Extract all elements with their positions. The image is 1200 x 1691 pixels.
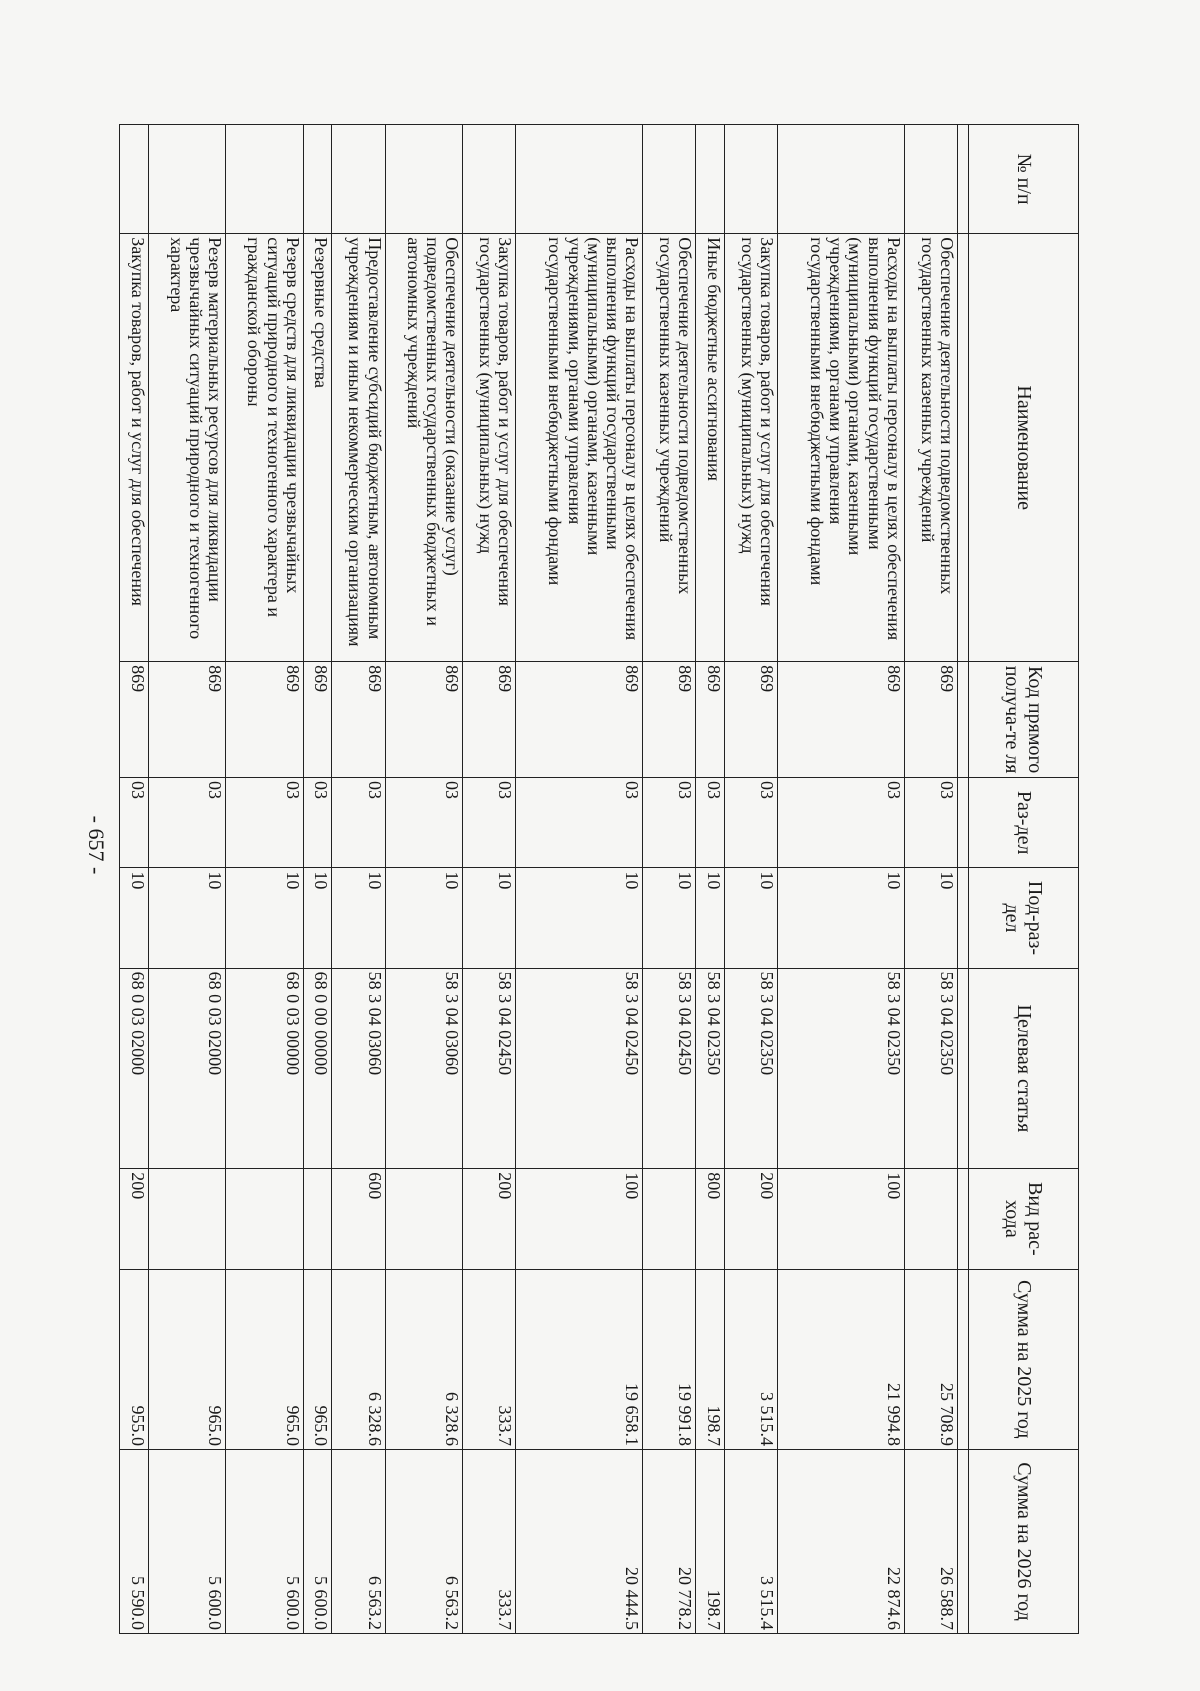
cell-name: Резерв средств для ликвидации чрезвычайных ситуаций природного и техногенного характера и гражданской обороны bbox=[226, 234, 304, 662]
cell-recipient-code: 869 bbox=[696, 662, 724, 778]
cell-expense-type bbox=[643, 1169, 696, 1269]
cell-sum-2026: 6 563.2 bbox=[332, 1450, 385, 1634]
table-row bbox=[226, 125, 304, 1634]
cell-sum-2025: 965.0 bbox=[148, 1269, 226, 1450]
spacer-cell bbox=[958, 234, 969, 662]
header-sum-2025: Сумма на 2025 год bbox=[969, 1269, 1079, 1450]
cell-subsection: 10 bbox=[385, 868, 463, 968]
cell-expense-type: 600 bbox=[332, 1169, 385, 1269]
cell-target-article: 68 0 03 00000 bbox=[226, 968, 304, 1169]
table-header-row bbox=[969, 125, 1079, 1634]
cell-target-article: 58 3 04 02350 bbox=[696, 968, 724, 1169]
cell-target-article: 58 3 04 02350 bbox=[777, 968, 904, 1169]
cell-sum-2025: 6 328.6 bbox=[332, 1269, 385, 1450]
cell-subsection: 10 bbox=[777, 868, 904, 968]
cell-sum-2026: 20 444.5 bbox=[516, 1450, 643, 1634]
cell-num bbox=[385, 125, 463, 234]
cell-section: 03 bbox=[332, 778, 385, 868]
cell-section: 03 bbox=[120, 778, 149, 868]
cell-expense-type bbox=[904, 1169, 957, 1269]
header-section: Раз-дел bbox=[969, 778, 1079, 868]
table-row bbox=[643, 125, 696, 1634]
cell-num bbox=[724, 125, 777, 234]
cell-expense-type: 800 bbox=[696, 1169, 724, 1269]
cell-name: Резерв материальных ресурсов для ликвидации чрезвычайных ситуаций природного и техногенного характера bbox=[148, 234, 226, 662]
table-spacer-row bbox=[958, 125, 969, 1634]
table-row bbox=[303, 125, 331, 1634]
cell-target-article: 58 3 04 02450 bbox=[643, 968, 696, 1169]
header-num: № п/п bbox=[969, 125, 1079, 234]
table-row bbox=[904, 125, 957, 1634]
cell-subsection: 10 bbox=[463, 868, 516, 968]
cell-sum-2025: 955.0 bbox=[120, 1269, 149, 1450]
cell-expense-type bbox=[303, 1169, 331, 1269]
cell-sum-2026: 5 590.0 bbox=[120, 1450, 149, 1634]
cell-expense-type: 200 bbox=[463, 1169, 516, 1269]
table-row bbox=[120, 125, 149, 1634]
cell-section: 03 bbox=[148, 778, 226, 868]
spacer-cell bbox=[958, 778, 969, 868]
cell-name: Закупка товаров, работ и услуг для обеспечения государственных (муниципальных) нужд bbox=[463, 234, 516, 662]
cell-sum-2026: 5 600.0 bbox=[148, 1450, 226, 1634]
cell-sum-2026: 5 600.0 bbox=[303, 1450, 331, 1634]
cell-num bbox=[777, 125, 904, 234]
table-row bbox=[724, 125, 777, 1634]
cell-num bbox=[643, 125, 696, 234]
table-row bbox=[148, 125, 226, 1634]
header-sum-2026: Сумма на 2026 год bbox=[969, 1450, 1079, 1634]
cell-sum-2026: 26 588.7 bbox=[904, 1450, 957, 1634]
cell-name: Расходы на выплаты персоналу в целях обеспечения выполнения функций государственными (муниципальными) органами, казенными учреждениями, органами управления государственными внебюджетными фондами bbox=[516, 234, 643, 662]
spacer-cell bbox=[958, 662, 969, 778]
cell-name: Резервные средства bbox=[303, 234, 331, 662]
cell-sum-2025: 333.7 bbox=[463, 1269, 516, 1450]
header-target-article: Целевая статья bbox=[969, 968, 1079, 1169]
cell-target-article: 68 0 00 00000 bbox=[303, 968, 331, 1169]
cell-name: Обеспечение деятельности (оказание услуг) подведомственных государственных бюджетных и автономных учреждений bbox=[385, 234, 463, 662]
cell-target-article: 58 3 04 03060 bbox=[385, 968, 463, 1169]
cell-num bbox=[120, 125, 149, 234]
cell-recipient-code: 869 bbox=[303, 662, 331, 778]
spacer-cell bbox=[958, 1269, 969, 1450]
cell-recipient-code: 869 bbox=[904, 662, 957, 778]
cell-num bbox=[463, 125, 516, 234]
cell-name: Закупка товаров, работ и услуг для обеспечения государственных (муниципальных) нужд bbox=[724, 234, 777, 662]
cell-subsection: 10 bbox=[904, 868, 957, 968]
cell-target-article: 58 3 04 03060 bbox=[332, 968, 385, 1169]
table-row bbox=[385, 125, 463, 1634]
spacer-cell bbox=[958, 125, 969, 234]
cell-section: 03 bbox=[724, 778, 777, 868]
cell-subsection: 10 bbox=[724, 868, 777, 968]
cell-num bbox=[516, 125, 643, 234]
cell-recipient-code: 869 bbox=[463, 662, 516, 778]
table-row bbox=[332, 125, 385, 1634]
header-name: Наименование bbox=[969, 234, 1079, 662]
cell-sum-2025: 198.7 bbox=[696, 1269, 724, 1450]
cell-target-article: 58 3 04 02350 bbox=[904, 968, 957, 1169]
table-row bbox=[696, 125, 724, 1634]
cell-section: 03 bbox=[385, 778, 463, 868]
cell-section: 03 bbox=[696, 778, 724, 868]
cell-sum-2025: 965.0 bbox=[303, 1269, 331, 1450]
cell-expense-type bbox=[226, 1169, 304, 1269]
cell-name: Предоставление субсидий бюджетным, автономным учреждениям и иным некоммерческим организациям bbox=[332, 234, 385, 662]
cell-name: Расходы на выплаты персоналу в целях обеспечения выполнения функций государственными (муниципальными) органами, казенными учреждениями, органами управления государственными внебюджетными фондами bbox=[777, 234, 904, 662]
cell-sum-2025: 3 515.4 bbox=[724, 1269, 777, 1450]
table-row bbox=[463, 125, 516, 1634]
cell-section: 03 bbox=[904, 778, 957, 868]
cell-expense-type: 200 bbox=[724, 1169, 777, 1269]
cell-sum-2026: 20 778.2 bbox=[643, 1450, 696, 1634]
cell-num bbox=[303, 125, 331, 234]
cell-sum-2025: 25 708.9 bbox=[904, 1269, 957, 1450]
cell-sum-2026: 5 600.0 bbox=[226, 1450, 304, 1634]
header-expense-type: Вид рас-хода bbox=[969, 1169, 1079, 1269]
cell-name: Обеспечение деятельности подведомственных государственных казенных учреждений bbox=[904, 234, 957, 662]
cell-section: 03 bbox=[777, 778, 904, 868]
cell-section: 03 bbox=[516, 778, 643, 868]
cell-num bbox=[148, 125, 226, 234]
cell-subsection: 10 bbox=[332, 868, 385, 968]
cell-sum-2026: 3 515.4 bbox=[724, 1450, 777, 1634]
cell-sum-2025: 965.0 bbox=[226, 1269, 304, 1450]
cell-subsection: 10 bbox=[303, 868, 331, 968]
spacer-cell bbox=[958, 1169, 969, 1269]
cell-subsection: 10 bbox=[148, 868, 226, 968]
cell-recipient-code: 869 bbox=[120, 662, 149, 778]
cell-sum-2026: 6 563.2 bbox=[385, 1450, 463, 1634]
cell-recipient-code: 869 bbox=[226, 662, 304, 778]
cell-num bbox=[696, 125, 724, 234]
cell-target-article: 58 3 04 02450 bbox=[463, 968, 516, 1169]
spacer-cell bbox=[958, 868, 969, 968]
cell-sum-2026: 198.7 bbox=[696, 1450, 724, 1634]
cell-sum-2025: 19 991.8 bbox=[643, 1269, 696, 1450]
cell-recipient-code: 869 bbox=[516, 662, 643, 778]
table-row bbox=[516, 125, 643, 1634]
cell-recipient-code: 869 bbox=[777, 662, 904, 778]
cell-subsection: 10 bbox=[696, 868, 724, 968]
cell-target-article: 68 0 03 02000 bbox=[120, 968, 149, 1169]
cell-num bbox=[226, 125, 304, 234]
cell-sum-2026: 22 874.6 bbox=[777, 1450, 904, 1634]
cell-name: Обеспечение деятельности подведомственных государственных казенных учреждений bbox=[643, 234, 696, 662]
cell-sum-2026: 333.7 bbox=[463, 1450, 516, 1634]
cell-subsection: 10 bbox=[120, 868, 149, 968]
rotated-table-container bbox=[119, 124, 1079, 1634]
cell-target-article: 68 0 03 02000 bbox=[148, 968, 226, 1169]
budget-table bbox=[119, 124, 1079, 1634]
header-recipient-code: Код прямого получа-те ля bbox=[969, 662, 1079, 778]
cell-target-article: 58 3 04 02450 bbox=[516, 968, 643, 1169]
table-row bbox=[777, 125, 904, 1634]
page-number: - 657 - bbox=[84, 815, 109, 875]
cell-recipient-code: 869 bbox=[385, 662, 463, 778]
spacer-cell bbox=[958, 1450, 969, 1634]
cell-expense-type bbox=[148, 1169, 226, 1269]
cell-section: 03 bbox=[643, 778, 696, 868]
cell-recipient-code: 869 bbox=[148, 662, 226, 778]
cell-expense-type: 100 bbox=[516, 1169, 643, 1269]
cell-num bbox=[332, 125, 385, 234]
cell-subsection: 10 bbox=[516, 868, 643, 968]
cell-target-article: 58 3 04 02350 bbox=[724, 968, 777, 1169]
cell-subsection: 10 bbox=[643, 868, 696, 968]
cell-expense-type: 100 bbox=[777, 1169, 904, 1269]
cell-sum-2025: 6 328.6 bbox=[385, 1269, 463, 1450]
cell-recipient-code: 869 bbox=[724, 662, 777, 778]
cell-sum-2025: 19 658.1 bbox=[516, 1269, 643, 1450]
cell-expense-type: 200 bbox=[120, 1169, 149, 1269]
cell-section: 03 bbox=[303, 778, 331, 868]
cell-recipient-code: 869 bbox=[332, 662, 385, 778]
spacer-cell bbox=[958, 968, 969, 1169]
cell-recipient-code: 869 bbox=[643, 662, 696, 778]
cell-section: 03 bbox=[463, 778, 516, 868]
cell-expense-type bbox=[385, 1169, 463, 1269]
cell-name: Закупка товаров, работ и услуг для обеспечения bbox=[120, 234, 149, 662]
cell-subsection: 10 bbox=[226, 868, 304, 968]
cell-section: 03 bbox=[226, 778, 304, 868]
cell-name: Иные бюджетные ассигнования bbox=[696, 234, 724, 662]
cell-num bbox=[904, 125, 957, 234]
header-subsection: Под-раз-дел bbox=[969, 868, 1079, 968]
cell-sum-2025: 21 994.8 bbox=[777, 1269, 904, 1450]
